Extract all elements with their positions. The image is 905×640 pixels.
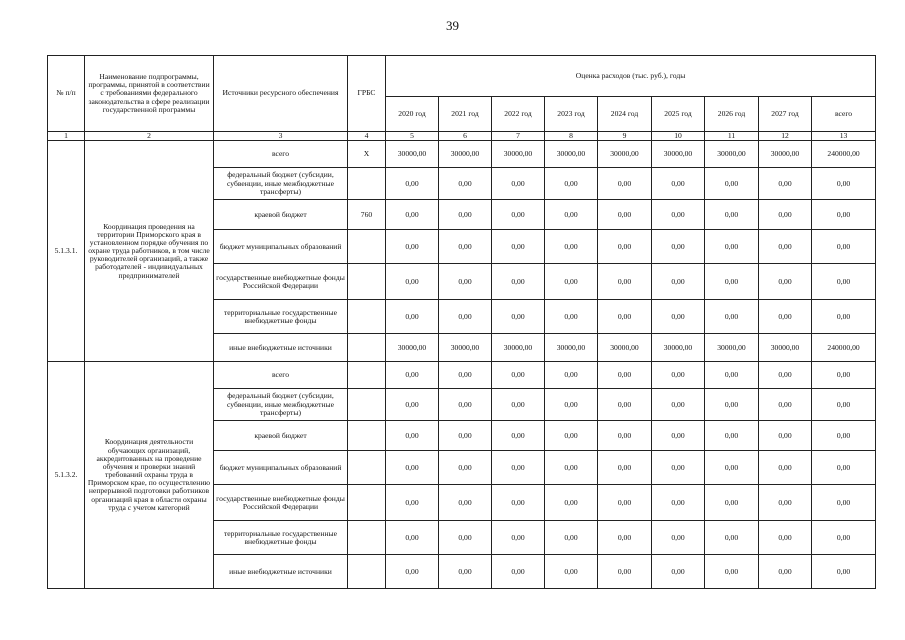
header-row-numbers: [48, 132, 876, 141]
grbs-code: [348, 264, 386, 300]
section-name: Координация проведения на территории Приморского края в установленном порядке обучения по охране труда работников, в том числе руководителей организаций, а также работодателей - индивидуальных предпринимателей: [85, 141, 214, 362]
header-year: 2026 год: [705, 97, 759, 132]
year-value: 0,00: [598, 485, 652, 521]
year-value: 0,00: [545, 362, 598, 389]
year-value: 0,00: [652, 421, 705, 451]
header-year: 2021 год: [439, 97, 492, 132]
year-value: 0,00: [545, 200, 598, 230]
year-value: 0,00: [439, 485, 492, 521]
column-number: 10: [652, 132, 705, 141]
year-value: 0,00: [492, 230, 545, 264]
year-value: 0,00: [705, 230, 759, 264]
year-value: 0,00: [705, 421, 759, 451]
funding-source: всего: [214, 141, 348, 168]
year-value: 30000,00: [545, 334, 598, 362]
year-value: 0,00: [759, 300, 812, 334]
funding-source: иные внебюджетные источники: [214, 555, 348, 589]
column-number: 1: [48, 132, 85, 141]
year-value: 0,00: [545, 264, 598, 300]
year-value: 0,00: [705, 451, 759, 485]
page-number: 39: [446, 18, 459, 33]
year-value: 30000,00: [705, 334, 759, 362]
funding-source: федеральный бюджет (субсидии, субвенции, иные межбюджетные трансферты): [214, 389, 348, 421]
table-body: [48, 141, 876, 589]
header-year: 2024 год: [598, 97, 652, 132]
year-value: 0,00: [759, 555, 812, 589]
header-col-source: Источники ресурсного обеспечения: [214, 56, 348, 132]
year-value: 0,00: [492, 421, 545, 451]
year-value: 0,00: [492, 451, 545, 485]
year-value: 0,00: [652, 555, 705, 589]
total-value: 0,00: [812, 300, 876, 334]
year-value: 0,00: [545, 451, 598, 485]
header-year: 2027 год: [759, 97, 812, 132]
year-value: 0,00: [545, 168, 598, 200]
year-value: 30000,00: [545, 141, 598, 168]
year-value: 0,00: [439, 264, 492, 300]
year-value: 0,00: [598, 264, 652, 300]
funding-source: краевой бюджет: [214, 200, 348, 230]
total-value: 0,00: [812, 200, 876, 230]
grbs-code: [348, 521, 386, 555]
section-code: 5.1.3.2.: [48, 362, 85, 589]
total-value: 0,00: [812, 230, 876, 264]
year-value: 30000,00: [705, 141, 759, 168]
total-value: 0,00: [812, 521, 876, 555]
year-value: 0,00: [386, 230, 439, 264]
year-value: 0,00: [386, 555, 439, 589]
header-year: 2025 год: [652, 97, 705, 132]
year-value: 0,00: [386, 389, 439, 421]
year-value: 0,00: [386, 362, 439, 389]
header-col-name: Наименование подпрограммы, программы, принятой в соответствии с требованиями федерального законодательства в сфере реализации государственной программы: [85, 56, 214, 132]
year-value: 0,00: [545, 521, 598, 555]
year-value: 0,00: [386, 421, 439, 451]
grbs-code: [348, 362, 386, 389]
year-value: 0,00: [439, 168, 492, 200]
grbs-code: [348, 485, 386, 521]
year-value: 0,00: [705, 200, 759, 230]
year-value: 0,00: [598, 521, 652, 555]
header-total: всего: [812, 97, 876, 132]
year-value: 0,00: [386, 451, 439, 485]
year-value: 0,00: [439, 555, 492, 589]
year-value: 0,00: [386, 485, 439, 521]
total-value: 0,00: [812, 421, 876, 451]
year-value: 0,00: [598, 389, 652, 421]
funding-source: краевой бюджет: [214, 421, 348, 451]
year-value: 30000,00: [652, 141, 705, 168]
column-number: 4: [348, 132, 386, 141]
year-value: 0,00: [386, 300, 439, 334]
year-value: 0,00: [492, 264, 545, 300]
column-number: 7: [492, 132, 545, 141]
total-value: 0,00: [812, 362, 876, 389]
column-number: 2: [85, 132, 214, 141]
year-value: 0,00: [652, 230, 705, 264]
year-value: 0,00: [439, 521, 492, 555]
year-value: 0,00: [545, 389, 598, 421]
year-value: 0,00: [759, 389, 812, 421]
grbs-code: [348, 555, 386, 589]
year-value: 0,00: [652, 300, 705, 334]
year-value: 0,00: [439, 421, 492, 451]
year-value: 0,00: [759, 421, 812, 451]
table-row: [48, 362, 876, 389]
year-value: 0,00: [705, 389, 759, 421]
year-value: 0,00: [598, 555, 652, 589]
year-value: 0,00: [492, 168, 545, 200]
year-value: 0,00: [598, 300, 652, 334]
section-name: Координация деятельности обучающих организаций, аккредитованных на проведение обучения и проверки знаний требований охраны труда в Приморском крае, по осуществлению непрерывной подготовки работников организаций края в области охраны труда с учетом категорий: [85, 362, 214, 589]
year-value: 0,00: [386, 264, 439, 300]
year-value: 0,00: [759, 451, 812, 485]
header-col-no: № п/п: [48, 56, 85, 132]
year-value: 0,00: [439, 362, 492, 389]
year-value: 0,00: [705, 300, 759, 334]
column-number: 3: [214, 132, 348, 141]
year-value: 0,00: [759, 230, 812, 264]
year-value: 0,00: [705, 521, 759, 555]
year-value: 0,00: [386, 200, 439, 230]
funding-source: государственные внебюджетные фонды Российской Федерации: [214, 264, 348, 300]
funding-source: территориальные государственные внебюджетные фонды: [214, 300, 348, 334]
funding-source: государственные внебюджетные фонды Российской Федерации: [214, 485, 348, 521]
year-value: 0,00: [759, 264, 812, 300]
funding-source: иные внебюджетные источники: [214, 334, 348, 362]
year-value: 0,00: [598, 230, 652, 264]
year-value: 0,00: [652, 362, 705, 389]
year-value: 0,00: [705, 168, 759, 200]
year-value: 30000,00: [439, 334, 492, 362]
funding-source: всего: [214, 362, 348, 389]
year-value: 30000,00: [598, 334, 652, 362]
column-number: 9: [598, 132, 652, 141]
year-value: 0,00: [705, 485, 759, 521]
total-value: 240000,00: [812, 334, 876, 362]
year-value: 0,00: [492, 389, 545, 421]
funding-source: бюджет муниципальных образований: [214, 451, 348, 485]
year-value: 30000,00: [759, 334, 812, 362]
year-value: 0,00: [492, 555, 545, 589]
header-year: 2022 год: [492, 97, 545, 132]
total-value: 0,00: [812, 485, 876, 521]
year-value: 0,00: [386, 168, 439, 200]
grbs-code: [348, 451, 386, 485]
year-value: 30000,00: [386, 334, 439, 362]
header-col-grbs: ГРБС: [348, 56, 386, 132]
funding-source: территориальные государственные внебюджетные фонды: [214, 521, 348, 555]
year-value: 0,00: [598, 451, 652, 485]
budget-table: [47, 55, 876, 589]
year-value: 0,00: [759, 521, 812, 555]
year-value: 0,00: [439, 300, 492, 334]
year-value: 0,00: [652, 168, 705, 200]
year-value: 30000,00: [492, 141, 545, 168]
grbs-code: [348, 389, 386, 421]
header-row-1: [48, 56, 876, 97]
year-value: 0,00: [705, 555, 759, 589]
total-value: 0,00: [812, 451, 876, 485]
funding-source: федеральный бюджет (субсидии, субвенции, иные межбюджетные трансферты): [214, 168, 348, 200]
year-value: 0,00: [652, 264, 705, 300]
year-value: 0,00: [759, 485, 812, 521]
year-value: 0,00: [492, 485, 545, 521]
grbs-code: X: [348, 141, 386, 168]
total-value: 0,00: [812, 389, 876, 421]
grbs-code: 760: [348, 200, 386, 230]
funding-source: бюджет муниципальных образований: [214, 230, 348, 264]
year-value: 0,00: [545, 230, 598, 264]
header-year: 2023 год: [545, 97, 598, 132]
header-col-estimate: Оценка расходов (тыс. руб.), годы: [386, 56, 876, 97]
year-value: 0,00: [652, 521, 705, 555]
year-value: 0,00: [598, 168, 652, 200]
year-value: 0,00: [492, 362, 545, 389]
grbs-code: [348, 300, 386, 334]
column-number: 13: [812, 132, 876, 141]
year-value: 30000,00: [386, 141, 439, 168]
year-value: 0,00: [598, 200, 652, 230]
grbs-code: [348, 334, 386, 362]
year-value: 30000,00: [759, 141, 812, 168]
year-value: 0,00: [439, 230, 492, 264]
year-value: 30000,00: [598, 141, 652, 168]
year-value: 0,00: [545, 300, 598, 334]
year-value: 0,00: [652, 451, 705, 485]
year-value: 0,00: [705, 264, 759, 300]
year-value: 0,00: [652, 485, 705, 521]
column-number: 5: [386, 132, 439, 141]
total-value: 0,00: [812, 264, 876, 300]
column-number: 11: [705, 132, 759, 141]
table-row: [48, 141, 876, 168]
year-value: 0,00: [759, 200, 812, 230]
year-value: 0,00: [492, 300, 545, 334]
year-value: 0,00: [439, 451, 492, 485]
year-value: 0,00: [705, 362, 759, 389]
column-number: 12: [759, 132, 812, 141]
year-value: 30000,00: [652, 334, 705, 362]
year-value: 0,00: [386, 521, 439, 555]
grbs-code: [348, 421, 386, 451]
column-number: 6: [439, 132, 492, 141]
grbs-code: [348, 230, 386, 264]
year-value: 0,00: [759, 362, 812, 389]
year-value: 0,00: [439, 389, 492, 421]
year-value: 0,00: [652, 389, 705, 421]
year-value: 0,00: [545, 555, 598, 589]
year-value: 0,00: [492, 200, 545, 230]
year-value: 30000,00: [439, 141, 492, 168]
section-code: 5.1.3.1.: [48, 141, 85, 362]
year-value: 0,00: [598, 362, 652, 389]
year-value: 0,00: [598, 421, 652, 451]
total-value: 0,00: [812, 168, 876, 200]
year-value: 0,00: [759, 168, 812, 200]
year-value: 0,00: [652, 200, 705, 230]
column-number: 8: [545, 132, 598, 141]
year-value: 0,00: [545, 485, 598, 521]
year-value: 0,00: [492, 521, 545, 555]
total-value: 240000,00: [812, 141, 876, 168]
total-value: 0,00: [812, 555, 876, 589]
header-year: 2020 год: [386, 97, 439, 132]
year-value: 0,00: [439, 200, 492, 230]
year-value: 30000,00: [492, 334, 545, 362]
grbs-code: [348, 168, 386, 200]
year-value: 0,00: [545, 421, 598, 451]
